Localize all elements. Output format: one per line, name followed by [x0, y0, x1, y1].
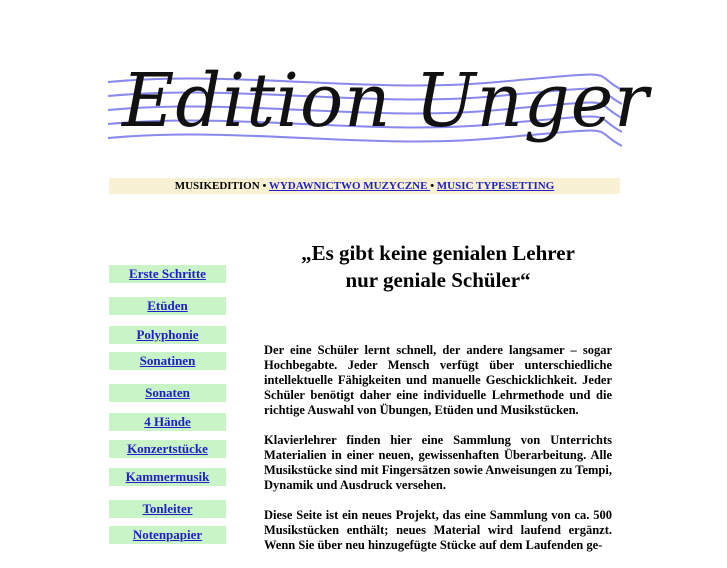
logo-text: Edition Unger — [122, 58, 650, 144]
intro-paragraph: Der eine Schüler lernt schnell, der andere langsamer – sogar Hochbegabte. Jeder Mensch verfügt über unterschiedliche intellektuelle Fähigkeiten und manuelle Geschicklichkeit. Jeder Schüler benötigt daher eine individuelle Lehrmethode und die richtige Auswahl von Übungen, Etüden und Musikstücken. — [264, 343, 612, 417]
sidebar-link[interactable]: Erste Schritte — [129, 266, 206, 281]
subnav-label: MUSIKEDITION — [174, 180, 260, 192]
sidebar-item-etueden[interactable] — [109, 297, 226, 315]
quote-line: „Es gibt keine genialen Lehrer — [301, 241, 575, 265]
sidebar-item-notenpapier[interactable] — [109, 526, 226, 544]
quote-line: nur geniale Schüler“ — [345, 268, 531, 292]
link-polish[interactable]: WYDAWNICTWO MUZYCZNE — [268, 180, 431, 192]
sidebar-item-sonaten[interactable] — [109, 384, 226, 402]
language-bar — [109, 178, 620, 194]
sidebar-link[interactable]: Notenpapier — [132, 527, 203, 542]
sidebar-link[interactable]: Sonatinen — [139, 353, 196, 368]
link-english[interactable]: MUSIC TYPESETTING — [436, 180, 555, 192]
sidebar-link[interactable]: Sonaten — [145, 385, 190, 400]
sidebar-item-sonatinen[interactable] — [109, 352, 226, 370]
sidebar-link[interactable]: Tonleiter — [142, 501, 193, 516]
sidebar-link[interactable]: 4 Hände — [144, 414, 191, 429]
sidebar-item-tonleiter[interactable] — [109, 500, 226, 518]
site-logo[interactable] — [108, 58, 650, 166]
sidebar-link[interactable]: Etüden — [147, 298, 188, 313]
sidebar-link[interactable]: Konzertstücke — [127, 441, 208, 456]
sidebar-link[interactable]: Polyphonie — [136, 327, 199, 342]
sidebar-link[interactable]: Kammermusik — [125, 469, 210, 484]
subnav-separator: • — [430, 180, 437, 192]
sidebar-item-4-haende[interactable] — [109, 413, 226, 431]
project-paragraph: Diese Seite ist ein neues Projekt, das eine Sammlung von ca. 500 Musikstücken enthält; neues Material wird laufend ergänzt. Wenn Sie über neu hinzugefügte Stücke auf dem Laufenden ge- — [264, 508, 612, 552]
sidebar-item-kammermusik[interactable] — [109, 468, 226, 486]
subnav-separator: • — [259, 180, 269, 192]
sidebar-item-konzertstuecke[interactable] — [109, 440, 226, 458]
teachers-paragraph: Klavierlehrer finden hier eine Sammlung von Unterrichts Materialien in einer neuen, gewissenhaften Überarbeitung. Alle Musikstücke sind mit Fingersätzen sowie Anweisungen zu Tempi, Dynamik und Ausdruck versehen. — [264, 433, 612, 492]
quote-heading — [264, 240, 612, 294]
sidebar-item-erste-schritte[interactable] — [109, 265, 226, 283]
sidebar-item-polyphonie[interactable] — [109, 326, 226, 344]
main-content — [264, 343, 612, 568]
